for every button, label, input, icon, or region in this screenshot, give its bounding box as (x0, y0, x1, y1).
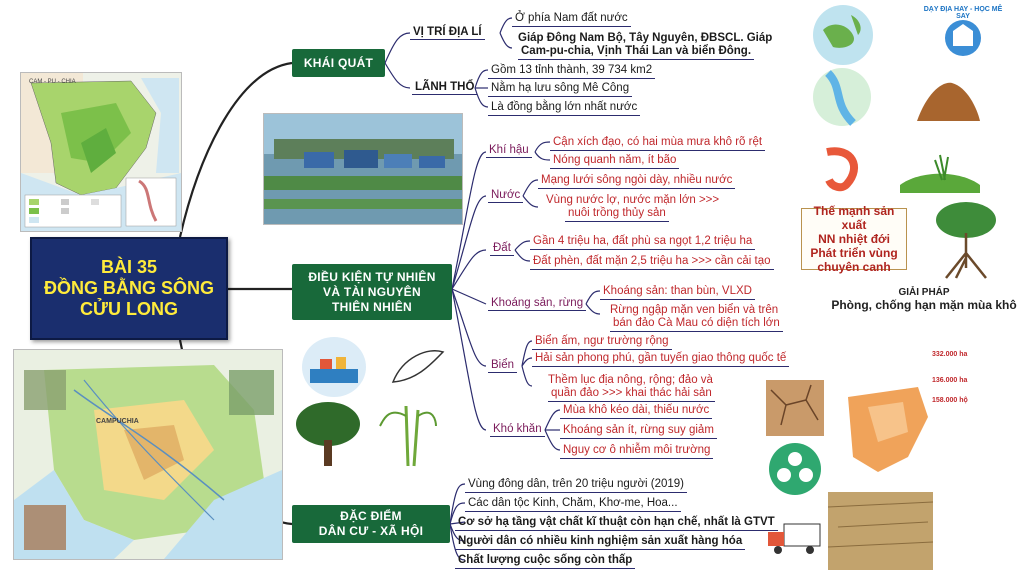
kho-khan-item: Khoáng sản ít, rừng suy giảm (560, 423, 717, 439)
lanh-tho-item: Là đồng bằng lớn nhất nước (488, 100, 640, 116)
globe-icon (813, 5, 873, 65)
fish-icon (388, 342, 446, 392)
map-label-cam-pu-chia: CAM - PU - CHIA (29, 79, 76, 85)
soil-icon (912, 73, 982, 125)
population-icon (769, 443, 821, 495)
branch-dan-cu (292, 505, 450, 543)
floating-village-drawing (264, 114, 463, 225)
province-map (828, 377, 1020, 570)
nuoc-item: Vùng nước lợ, nước mặn lớn >>> (546, 194, 720, 206)
khoang-san-item: Rừng ngập mặn ven biển và trên (610, 304, 779, 316)
giai-phap-title: Phòng, chống hạn mặn mùa khô (831, 298, 1017, 312)
dat-item: Gần 4 triệu ha, đất phù sa ngọt 1,2 triệu ha (530, 234, 755, 250)
rice-field-icon (900, 145, 980, 193)
dat-item: Đất phèn, đất mặn 2,5 triệu ha >>> cần cải tạo (530, 254, 774, 270)
dan-cu-item: Người dân có nhiều kinh nghiệm sản xuất hàng hóa (455, 534, 745, 550)
floating-village-photo (263, 113, 463, 225)
shrimp-icon (817, 142, 865, 192)
dan-cu-item: Các dân tộc Kinh, Chăm, Khơ-me, Hoa... (465, 496, 681, 512)
khoang-san-item: bán đảo Cà Mau có diện tích lớn (610, 316, 783, 332)
dan-cu-item: Chất lượng cuộc sống còn thấp (455, 553, 635, 569)
map-drawing (21, 73, 181, 231)
root-title-box (30, 237, 228, 340)
khoang-san-label: Khoáng sản, rừng (488, 297, 586, 311)
bien-item: Hải sản phong phú, gần tuyến giao thông quốc tế (532, 351, 789, 367)
vi-tri-label: VỊ TRÍ ĐỊA LÍ (410, 26, 485, 40)
dan-cu-item: Cơ sở hạ tầng vật chất kĩ thuật còn hạn chế, nhất là GTVT (455, 515, 778, 531)
sea-economy-icon (302, 337, 366, 397)
kho-khan-item: Mùa khô kéo dài, thiếu nước (560, 403, 712, 419)
branch-khai-quat (292, 49, 385, 77)
river-icon (813, 68, 871, 126)
the-manh-line4: chuyên canh (817, 260, 891, 274)
the-manh-line1: Thế mạnh sản xuất (813, 204, 895, 232)
the-manh-line2: NN nhiệt đới (818, 232, 890, 246)
map-label-campuchia: CAMPUCHIA (96, 418, 139, 425)
truck-icon (766, 518, 822, 558)
large-map-drawing (14, 350, 282, 559)
vi-tri-item: Giáp Đông Nam Bộ, Tây Nguyên, ĐBSCL. Giáp (518, 32, 773, 44)
lanh-tho-item: Nằm hạ lưu sông Mê Công (488, 81, 632, 97)
nuoc-label: Nước (488, 189, 523, 203)
dat-label: Đất (490, 242, 514, 256)
branch-khai-quat-label: KHÁI QUÁT (303, 55, 374, 70)
giai-phap-infographic (828, 287, 1020, 570)
stat-area: 332.000 ha (932, 351, 968, 358)
root-title-line2: ĐỒNG BẰNG SÔNG (43, 278, 214, 298)
tree-icon (292, 400, 364, 468)
bien-item: quần đảo >>> khai thác hải sản (548, 386, 715, 402)
branch-dktn-line1: ĐIỀU KIỆN TỰ NHIÊN (308, 269, 436, 284)
the-manh-line3: Phát triển vùng (810, 246, 898, 260)
kho-khan-label: Khó khăn (490, 423, 545, 437)
mekong-delta-small-map (20, 72, 182, 232)
bien-item: Thềm lục địa nông, rộng; đảo và (548, 374, 713, 386)
bien-label: Biển (488, 359, 517, 373)
root-title-line1: BÀI 35 (100, 257, 158, 277)
branch-dan-cu-line1: ĐẶC ĐIỂM (340, 509, 402, 523)
khi-hau-label: Khí hậu (486, 144, 532, 158)
stat-households: 158.000 hộ (932, 397, 968, 404)
bien-item: Biển ấm, ngư trường rộng (532, 334, 672, 350)
dan-cu-item: Vùng đông dân, trên 20 triệu người (2019) (465, 477, 687, 493)
lanh-tho-item: Gồm 13 tỉnh thành, 39 734 km2 (488, 63, 655, 79)
branch-dan-cu-line2: DÂN CƯ - XÃ HỘI (318, 524, 424, 538)
brand-logo (918, 6, 1008, 66)
the-manh-note (801, 204, 907, 274)
vi-tri-item: Ở phía Nam đất nước (512, 11, 631, 27)
vi-tri-item: Cam-pu-chia, Vịnh Thái Lan và biển Đông. (518, 44, 754, 60)
nuoc-item: nuôi trồng thủy sản (565, 206, 669, 222)
branch-dktn-line3: THIÊN NHIÊN (332, 299, 412, 314)
lanh-tho-label: LÃNH THỔ (412, 81, 477, 95)
mekong-delta-large-map (13, 349, 283, 560)
drought-icon (766, 380, 824, 436)
sugarcane-icon (378, 396, 438, 468)
khi-hau-item: Nóng quanh năm, ít bão (550, 153, 679, 169)
branch-dieu-kien-tu-nhien (292, 264, 452, 320)
mangrove-icon (926, 198, 1006, 280)
kho-khan-item: Nguy cơ ô nhiễm môi trường (560, 443, 713, 459)
nuoc-item: Mạng lưới sông ngòi dày, nhiều nước (538, 173, 735, 189)
branch-dktn-line2: VÀ TÀI NGUYÊN (323, 284, 421, 299)
root-title-line3: CỬU LONG (80, 299, 178, 319)
khi-hau-item: Cận xích đạo, có hai mùa mưa khô rõ rệt (550, 135, 765, 151)
giai-phap-label: GIẢI PHÁP (898, 287, 950, 298)
brand-logo-text: DẠY ĐỊA HAY - HỌC MÊ SAY (923, 6, 1003, 20)
stat-rice: 136.000 ha (932, 377, 968, 384)
khoang-san-item: Khoáng sản: than bùn, VLXD (600, 284, 755, 300)
